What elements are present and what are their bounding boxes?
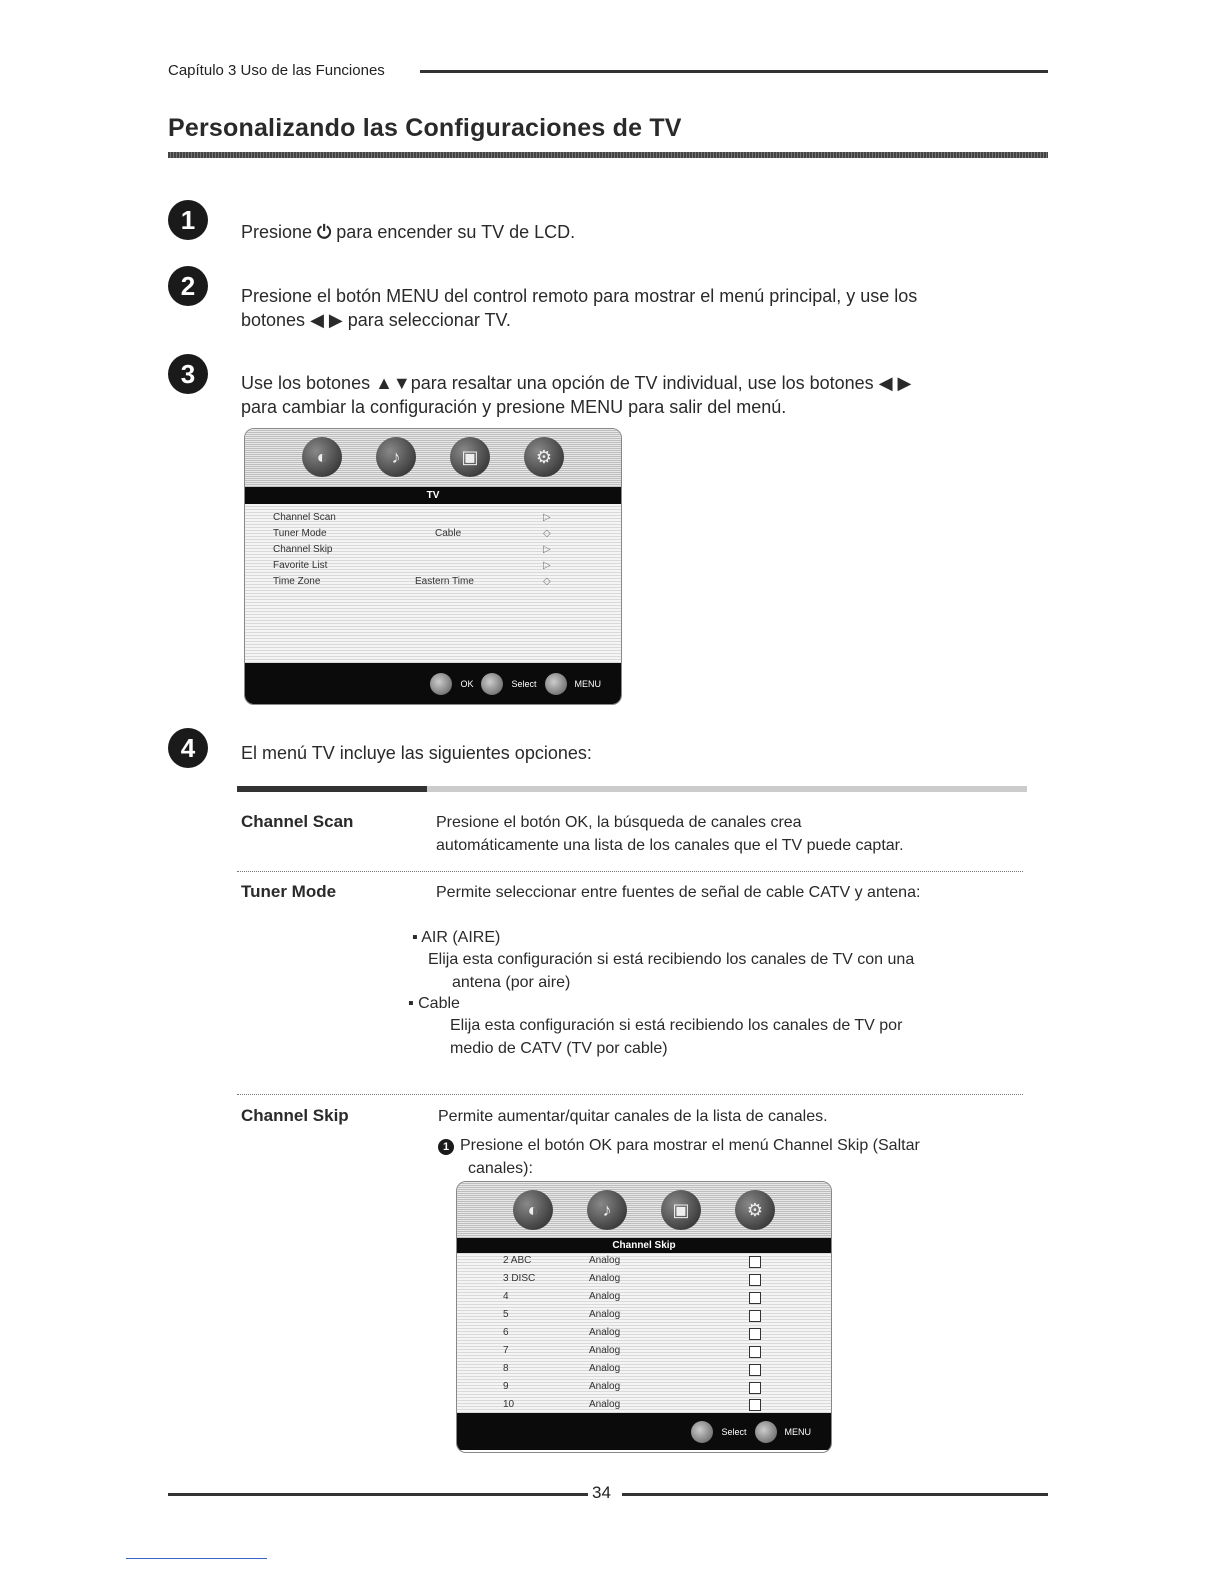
tuner-cable-desc	[450, 1014, 1010, 1060]
left-right-arrows-icon: ◀ ▶	[878, 373, 912, 393]
arrow-icon: ▷	[543, 560, 551, 571]
osd-item-time-zone: Time Zone	[273, 576, 321, 587]
title-rule	[168, 152, 1048, 158]
step-3-line1-pre: Use los botones	[241, 373, 376, 393]
channel-skip-sub-line1: Presione el botón OK para mostrar el menú Channel Skip (Saltar	[460, 1137, 920, 1154]
tuner-air-line2: antena (por aire)	[452, 974, 571, 991]
arrow-icon: ◇	[543, 576, 551, 587]
osd-list	[245, 504, 621, 663]
tuner-mode-intro: Permite seleccionar entre fuentes de señal de cable CATV y antena:	[436, 884, 921, 901]
skip-checkbox	[749, 1256, 761, 1268]
tuner-air-line1: Elija esta configuración si está recibiendo los canales de TV con una	[428, 951, 915, 968]
osd-item-time-zone-value: Eastern Time	[415, 576, 474, 587]
step-2-line2-post: para seleccionar TV.	[342, 310, 511, 330]
skip-checkbox	[749, 1364, 761, 1376]
skip-row-type: Analog	[589, 1327, 621, 1338]
skip-footer-select: Select	[721, 1426, 747, 1437]
osd-title: TV	[245, 487, 621, 504]
skip-row-type: Analog	[589, 1399, 621, 1410]
bullet-icon: ▪	[412, 929, 422, 946]
tuner-cable-line2: medio de CATV (TV por cable)	[450, 1040, 668, 1057]
channel-skip-sub-line2: canales):	[468, 1160, 533, 1177]
step-3-badge: 3	[168, 354, 208, 394]
skip-row-ch: 9	[503, 1381, 509, 1392]
osd-icon-bar	[457, 1182, 831, 1238]
tuner-cable-item	[408, 992, 460, 1015]
ok-button-icon	[430, 673, 452, 695]
osd-item-tuner-mode-value: Cable	[435, 528, 462, 539]
footer-rule-left	[168, 1493, 588, 1496]
bullet-icon: ▪	[408, 995, 419, 1012]
chapter-rule	[420, 70, 1048, 73]
skip-row-ch: 7	[503, 1345, 509, 1356]
skip-footer-menu: MENU	[784, 1426, 811, 1437]
tuner-cable-title: Cable	[418, 995, 460, 1012]
substep-badge: 1	[438, 1139, 454, 1155]
skip-row-ch: 2 ABC	[503, 1255, 532, 1266]
channel-skip-screenshot	[456, 1181, 832, 1453]
skip-row-ch: 10	[503, 1399, 515, 1410]
osd-footer-select: Select	[511, 678, 537, 689]
skip-row-ch: 4	[503, 1291, 509, 1302]
arrow-icon: ▷	[543, 544, 551, 555]
chapter-heading: Capítulo 3 Uso de las Funciones	[168, 62, 385, 79]
skip-list	[457, 1253, 831, 1413]
page-number: 34	[592, 1483, 611, 1502]
picture-icon: ◐	[513, 1190, 553, 1230]
audio-icon: ♪	[587, 1190, 627, 1230]
option-channel-skip-label: Channel Skip	[241, 1106, 349, 1125]
step-1-badge: 1	[168, 200, 208, 240]
skip-checkbox	[749, 1310, 761, 1322]
skip-checkbox	[749, 1346, 761, 1358]
skip-row-type: Analog	[589, 1381, 621, 1392]
tuner-cable-line1: Elija esta configuración si está recibiendo los canales de TV por	[450, 1017, 903, 1034]
tv-icon: ▣	[661, 1190, 701, 1230]
step-3-text	[241, 371, 1021, 419]
step-1-post: para encender su TV de LCD.	[331, 222, 576, 242]
channel-skip-intro: Permite aumentar/quitar canales de la lista de canales.	[438, 1108, 828, 1125]
channel-scan-line1: Presione el botón OK, la búsqueda de canales crea	[436, 814, 802, 831]
menu-button-icon	[545, 673, 567, 695]
audio-icon: ♪	[376, 437, 416, 477]
osd-title: Channel Skip	[457, 1238, 831, 1253]
skip-row-type: Analog	[589, 1273, 621, 1284]
skip-checkbox	[749, 1382, 761, 1394]
picture-icon: ◐	[302, 437, 342, 477]
skip-row-ch: 3 DISC	[503, 1273, 536, 1284]
arrow-icon: ◇	[543, 528, 551, 539]
page-title: Personalizando las Configuraciones de TV	[168, 114, 682, 142]
channel-scan-line2: automáticamente una lista de los canales que el TV puede captar.	[436, 837, 904, 854]
select-button-icon	[481, 673, 503, 695]
tv-menu-screenshot	[244, 428, 622, 705]
skip-row-type: Analog	[589, 1363, 621, 1374]
step-2-line1: Presione el botón MENU del control remoto para mostrar el menú principal, y use los	[241, 286, 918, 306]
osd-footer-menu: MENU	[574, 678, 601, 689]
row-divider	[237, 871, 1023, 872]
osd-item-favorite-list: Favorite List	[273, 560, 328, 571]
skip-row-type: Analog	[589, 1345, 621, 1356]
row-divider	[237, 1094, 1023, 1095]
power-icon: ⏻	[317, 222, 332, 242]
channel-skip-substep	[438, 1134, 1028, 1180]
setup-icon: ⚙	[524, 437, 564, 477]
select-button-icon	[691, 1421, 713, 1443]
footer-rule-right	[622, 1493, 1048, 1496]
step-2-text	[241, 284, 1021, 332]
left-right-arrows-icon: ◀ ▶	[310, 310, 343, 330]
skip-checkbox	[749, 1399, 761, 1411]
skip-row-ch: 6	[503, 1327, 509, 1338]
skip-row-ch: 5	[503, 1309, 509, 1320]
osd-item-channel-skip: Channel Skip	[273, 544, 333, 555]
up-down-arrows-icon: ▲▼	[375, 373, 411, 393]
tuner-air-desc	[428, 948, 1008, 994]
step-4-text: El menú TV incluye las siguientes opciones:	[241, 743, 592, 763]
step-4-badge: 4	[168, 728, 208, 768]
arrow-icon: ▷	[543, 512, 551, 523]
osd-footer-ok: OK	[460, 678, 474, 689]
step-3-line1-post: para resaltar una opción de TV individual, use los botones	[410, 373, 879, 393]
skip-row-type: Analog	[589, 1255, 621, 1266]
skip-row-type: Analog	[589, 1291, 621, 1302]
step-1-text	[241, 220, 1021, 244]
skip-checkbox	[749, 1328, 761, 1340]
setup-icon: ⚙	[735, 1190, 775, 1230]
tv-icon: ▣	[450, 437, 490, 477]
osd-footer	[245, 663, 621, 704]
step-2-line2-pre: botones	[241, 310, 311, 330]
osd-footer	[457, 1413, 831, 1450]
skip-row-ch: 8	[503, 1363, 509, 1374]
tuner-air-title: AIR (AIRE)	[421, 929, 501, 946]
option-channel-scan-label: Channel Scan	[241, 812, 354, 831]
skip-row-type: Analog	[589, 1309, 621, 1320]
osd-icon-bar	[245, 429, 621, 487]
skip-checkbox	[749, 1292, 761, 1304]
skip-checkbox	[749, 1274, 761, 1286]
osd-item-tuner-mode: Tuner Mode	[273, 528, 327, 539]
tuner-air-item	[412, 926, 500, 949]
option-tuner-mode-label: Tuner Mode	[241, 882, 337, 901]
step-2-badge: 2	[168, 266, 208, 306]
menu-button-icon	[755, 1421, 777, 1443]
step-1-pre: Presione	[241, 222, 318, 242]
osd-item-channel-scan: Channel Scan	[273, 512, 336, 523]
option-channel-scan-desc	[436, 811, 1026, 857]
scan-artifact-line	[126, 1558, 267, 1559]
step-3-line2: para cambiar la configuración y presione MENU para salir del menú.	[241, 397, 787, 417]
options-table-rule	[237, 786, 1027, 792]
